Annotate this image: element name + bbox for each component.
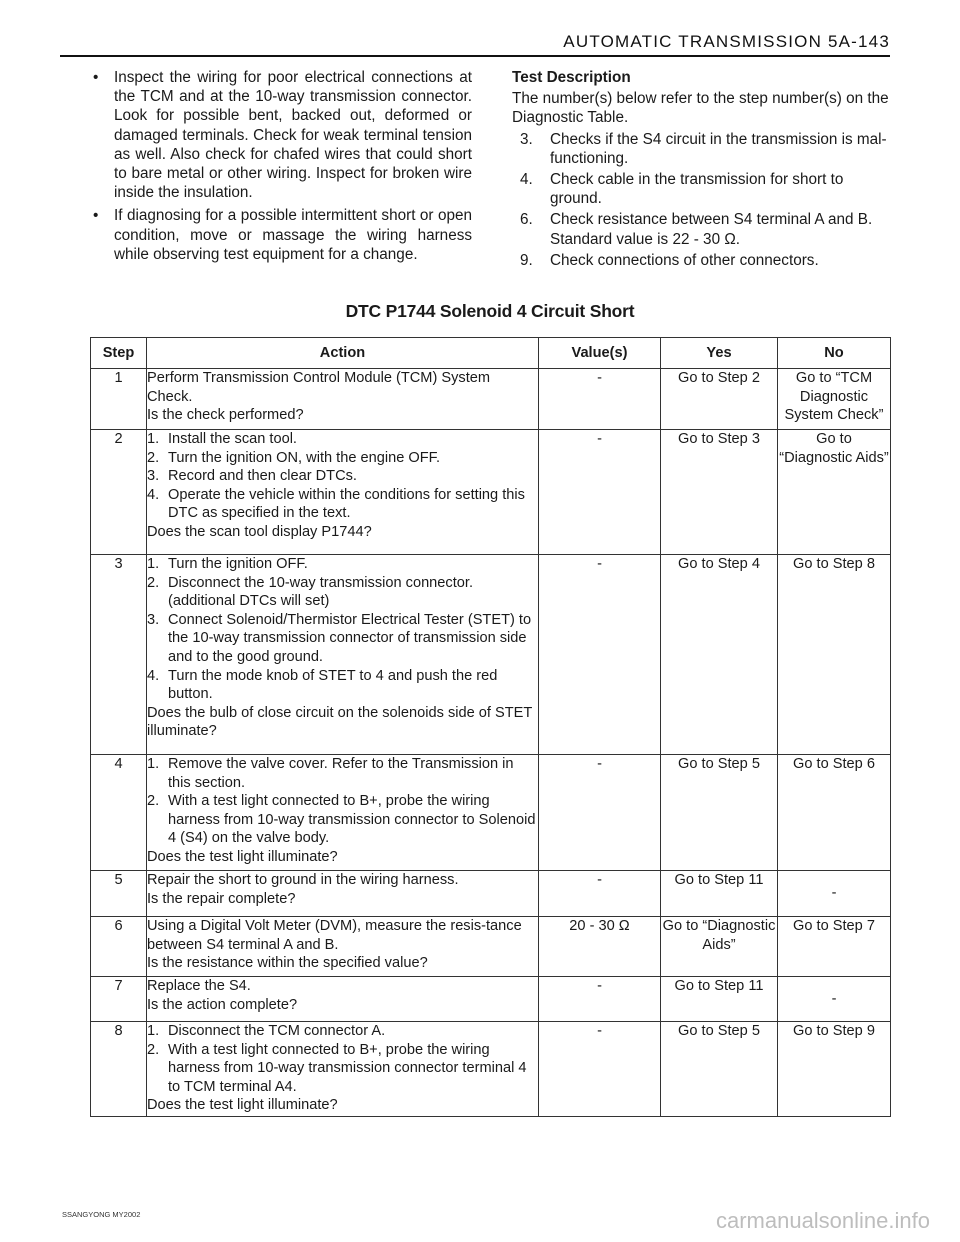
test-description-item xyxy=(520,130,892,168)
no-cell: - xyxy=(778,871,891,917)
table-row xyxy=(91,369,891,430)
value-cell: - xyxy=(539,1022,661,1117)
step-number: 7 xyxy=(91,977,147,1022)
footer-model: SSANGYONG MY2002 xyxy=(62,1210,141,1219)
table-row xyxy=(91,555,891,755)
action-cell xyxy=(147,755,539,871)
no-cell: Go to “Diagnostic Aids” xyxy=(778,430,891,555)
action-step xyxy=(147,1041,538,1097)
test-description-item xyxy=(520,210,892,248)
step-number: 5 xyxy=(91,871,147,917)
bullet-glyph: • xyxy=(93,69,99,86)
action-steps xyxy=(147,555,538,704)
action-steps xyxy=(147,430,538,523)
action-step-number: 2. xyxy=(147,574,160,591)
action-steps xyxy=(147,1022,538,1096)
action-step-number: 1. xyxy=(147,756,160,772)
yes-cell: Go to “Diagnostic Aids” xyxy=(661,917,778,977)
action-step-text: Remove the valve cover. Refer to the Transmission in this section. xyxy=(168,756,514,791)
test-description-section xyxy=(512,68,892,272)
yes-cell: Go to Step 11 xyxy=(661,871,778,917)
value-cell: - xyxy=(539,369,661,430)
action-cell xyxy=(147,430,539,555)
action-step-text: Turn the ignition OFF. xyxy=(168,556,308,572)
test-description-list xyxy=(512,130,892,270)
item-number: 9. xyxy=(520,251,533,269)
table-row xyxy=(91,430,891,555)
header-values: Value(s) xyxy=(539,338,661,369)
header-step: Step xyxy=(91,338,147,369)
action-step xyxy=(147,755,538,792)
action-cell xyxy=(147,871,539,917)
no-cell: - xyxy=(778,977,891,1022)
action-step-number: 1. xyxy=(147,1023,160,1039)
action-cell xyxy=(147,555,539,755)
action-question: Does the test light illuminate? xyxy=(147,848,338,865)
action-cell xyxy=(147,1022,539,1117)
step-number: 4 xyxy=(91,755,147,871)
value-cell: - xyxy=(539,871,661,917)
table-header-row xyxy=(91,338,891,369)
item-number: 6. xyxy=(520,211,533,229)
action-step-text: Connect Solenoid/Thermistor Electrical Tester (STET) to the 10-way transmission connector of transmission side and to the good ground. xyxy=(168,611,532,665)
bullet-glyph: • xyxy=(93,207,99,225)
yes-cell: Go to Step 5 xyxy=(661,1022,778,1117)
table-row xyxy=(91,977,891,1022)
action-step-text: Operate the vehicle within the conditions for setting this DTC as specified in the text. xyxy=(168,486,525,522)
item-text: Check resistance between S4 terminal A and B. Standard value is 22 - 30 Ω. xyxy=(550,211,873,248)
value-cell: 20 - 30 Ω xyxy=(539,917,661,977)
test-description-item xyxy=(520,251,892,270)
header-rule xyxy=(60,55,890,57)
table-row xyxy=(91,1022,891,1117)
action-step-number: 3. xyxy=(147,468,160,485)
value-cell: - xyxy=(539,755,661,871)
header-no: No xyxy=(778,338,891,369)
action-step-number: 2. xyxy=(147,793,160,810)
no-cell: Go to Step 9 xyxy=(778,1022,891,1117)
action-text: Perform Transmission Control Module (TCM) System Check. xyxy=(147,370,491,405)
action-step-number: 2. xyxy=(147,1041,160,1058)
value-cell: - xyxy=(539,977,661,1022)
item-number: 4. xyxy=(520,171,533,189)
bullet-text: Inspect the wiring for poor electrical connections at the TCM and at the 10-way transmission connector. Look for possible bent, backed out, deformed or damaged terminals. Check for weak terminal tension as well. Also check for chafed wires that could short to bare metal or other wiring. Inspect for broken wire inside the insulation. xyxy=(114,69,472,202)
value-cell: - xyxy=(539,430,661,555)
item-text: Check cable in the transmission for short to ground. xyxy=(550,171,844,208)
header-action: Action xyxy=(147,338,539,369)
yes-cell: Go to Step 2 xyxy=(661,369,778,430)
step-number: 6 xyxy=(91,917,147,977)
action-step-number: 4. xyxy=(147,486,160,503)
action-question: Is the check performed? xyxy=(147,407,304,424)
value-cell: - xyxy=(539,555,661,755)
no-cell: Go to Step 6 xyxy=(778,755,891,871)
action-text: Repair the short to ground in the wiring harness. xyxy=(147,872,459,888)
action-step-text: Turn the ignition ON, with the engine OFF. xyxy=(168,449,441,466)
yes-cell: Go to Step 3 xyxy=(661,430,778,555)
action-question: Does the scan tool display P1744? xyxy=(147,523,372,540)
step-number: 1 xyxy=(91,369,147,430)
item-text: Check connections of other connectors. xyxy=(550,251,819,269)
action-question: Is the action complete? xyxy=(147,996,298,1013)
action-text: Using a Digital Volt Meter (DVM), measure the resis-tance between S4 terminal A and B. xyxy=(147,918,522,953)
action-step-number: 4. xyxy=(147,667,160,684)
step-number: 8 xyxy=(91,1022,147,1117)
action-step-number: 3. xyxy=(147,611,160,628)
no-cell: Go to Step 7 xyxy=(778,917,891,977)
action-step-text: Disconnect the 10-way transmission connector. (additional DTCs will set) xyxy=(168,574,473,610)
item-number: 3. xyxy=(520,130,533,148)
action-step-text: Disconnect the TCM connector A. xyxy=(168,1023,386,1039)
yes-cell: Go to Step 11 xyxy=(661,977,778,1022)
bullet-text: If diagnosing for a possible intermittent short or open condition, move or massage the wiring harness while observing test equipment for a change. xyxy=(114,207,472,263)
no-cell: Go to “TCM Diagnostic System Check” xyxy=(778,369,891,430)
item-text: Checks if the S4 circuit in the transmission is mal-functioning. xyxy=(550,130,887,167)
action-step xyxy=(147,611,538,667)
action-step-text: With a test light connected to B+, probe the wiring harness from 10-way transmission connector terminal 4 to TCM terminal A4. xyxy=(168,1041,527,1095)
yes-cell: Go to Step 5 xyxy=(661,755,778,871)
step-number: 2 xyxy=(91,430,147,555)
action-question: Does the bulb of close circuit on the solenoids side of STET illuminate? xyxy=(147,704,533,740)
watermark: carmanualsonline.info xyxy=(715,1208,930,1233)
table-row xyxy=(91,755,891,871)
yes-cell: Go to Step 4 xyxy=(661,555,778,755)
action-step-number: 2. xyxy=(147,449,160,466)
test-description-intro: The number(s) below refer to the step number(s) on the Diagnostic Table. xyxy=(512,90,889,127)
test-description-item xyxy=(520,170,892,208)
inspection-bullet-list xyxy=(90,68,472,264)
action-step xyxy=(147,792,538,848)
dtc-table-title: DTC P1744 Solenoid 4 Circuit Short xyxy=(345,301,635,321)
left-column xyxy=(90,68,472,268)
bullet-item xyxy=(90,68,472,202)
action-step xyxy=(147,574,538,611)
table-row xyxy=(91,871,891,917)
action-step xyxy=(147,486,538,523)
action-question: Is the repair complete? xyxy=(147,890,296,907)
action-step-number: 1. xyxy=(147,431,160,447)
action-step-text: Turn the mode knob of STET to 4 and push the red button. xyxy=(168,667,498,703)
action-cell xyxy=(147,917,539,977)
action-question: Does the test light illuminate? xyxy=(147,1097,338,1114)
action-step xyxy=(147,555,538,574)
action-step xyxy=(147,667,538,704)
action-step xyxy=(147,430,538,449)
action-question: Is the resistance within the specified value? xyxy=(147,955,428,972)
action-text: Replace the S4. xyxy=(147,978,251,994)
table-row xyxy=(91,917,891,977)
action-step-text: Install the scan tool. xyxy=(168,431,297,447)
bullet-item xyxy=(90,206,472,264)
action-step-text: Record and then clear DTCs. xyxy=(168,468,357,485)
diagnostic-table xyxy=(90,337,891,1117)
header-yes: Yes xyxy=(661,338,778,369)
action-cell xyxy=(147,977,539,1022)
action-step-text: With a test light connected to B+, probe the wiring harness from 10-way transmission connector to Solenoid 4 (S4) on the valve body. xyxy=(168,793,536,847)
action-cell xyxy=(147,369,539,430)
test-description-heading: Test Description xyxy=(512,69,631,86)
no-cell: Go to Step 8 xyxy=(778,555,891,755)
action-step xyxy=(147,1022,538,1041)
page-header-title: AUTOMATIC TRANSMISSION 5A-143 xyxy=(563,32,890,51)
action-step xyxy=(147,467,538,486)
action-step xyxy=(147,449,538,468)
step-number: 3 xyxy=(91,555,147,755)
action-step-number: 1. xyxy=(147,556,160,572)
action-steps xyxy=(147,755,538,848)
